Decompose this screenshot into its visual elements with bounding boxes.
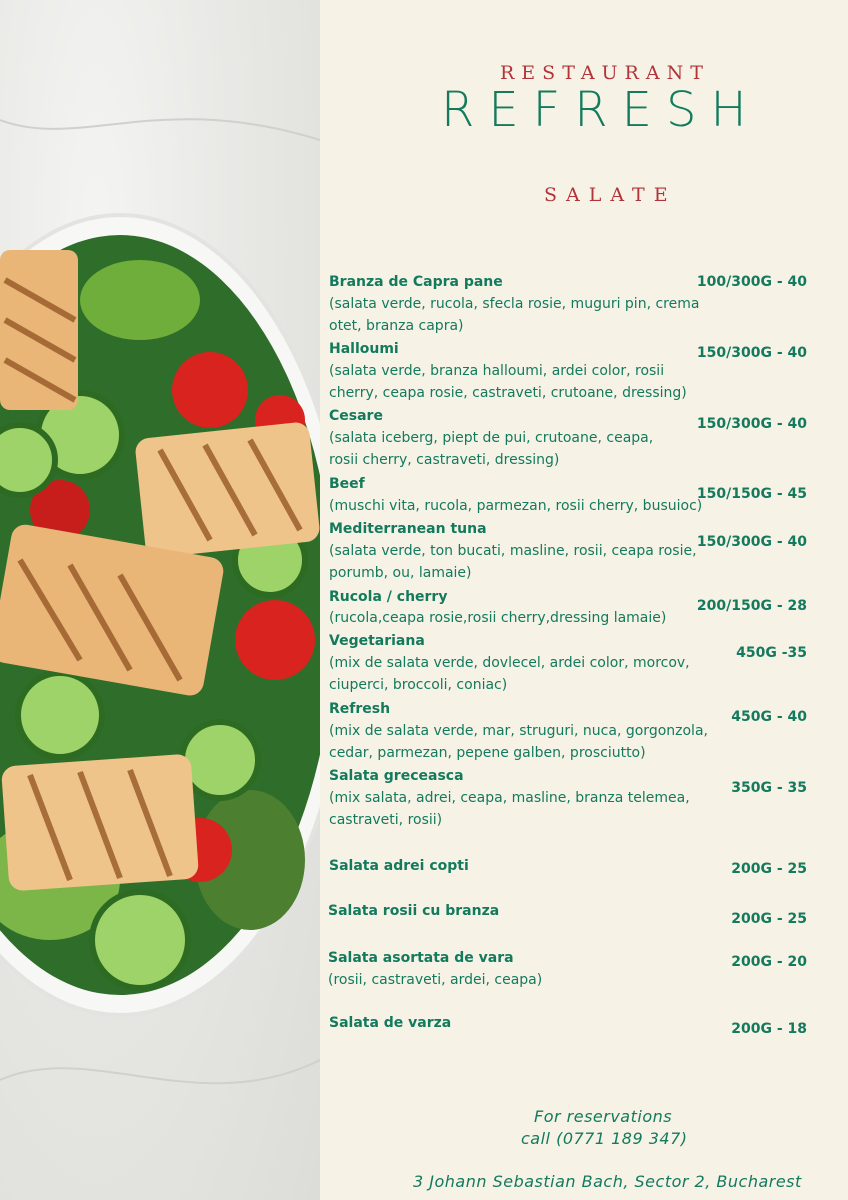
item-desc: otet, branza capra) bbox=[329, 318, 464, 334]
item-desc: (salata verde, branza halloumi, ardei color, rosii bbox=[329, 363, 665, 379]
item-desc: (salata verde, rucola, sfecla rosie, muguri pin, crema bbox=[329, 296, 700, 312]
salad-photo bbox=[0, 0, 320, 1200]
item-desc: (rucola,ceapa rosie,rosii cherry,dressing lamaie) bbox=[329, 610, 667, 626]
item-name: Rucola / cherry bbox=[329, 589, 448, 605]
item-desc: (mix salata, adrei, ceapa, masline, branza telemea, bbox=[329, 790, 690, 806]
item-price: 200G - 20 bbox=[731, 954, 807, 970]
item-price: 200G - 18 bbox=[731, 1021, 807, 1037]
restaurant-name: REFRESH bbox=[441, 82, 761, 138]
item-name: Salata de varza bbox=[329, 1015, 452, 1031]
item-price: 200/150G - 28 bbox=[696, 598, 807, 614]
address: 3 Johann Sebastian Bach, Sector 2, Bucharest bbox=[413, 1172, 802, 1191]
item-desc: (muschi vita, rucola, parmezan, rosii cherry, busuioc) bbox=[329, 498, 703, 514]
item-desc: (salata verde, ton bucati, masline, rosii, ceapa rosie, bbox=[329, 543, 697, 559]
item-name: Cesare bbox=[329, 408, 383, 424]
item-price: 150/300G - 40 bbox=[696, 345, 807, 361]
item-name: Vegetariana bbox=[329, 633, 425, 649]
section-title: SALATE bbox=[544, 184, 677, 206]
item-name: Refresh bbox=[329, 701, 391, 717]
item-desc: cherry, ceapa rosie, castraveti, crutoane, dressing) bbox=[329, 385, 687, 401]
item-desc: ciuperci, broccoli, coniac) bbox=[329, 677, 508, 693]
item-price: 150/300G - 40 bbox=[696, 416, 807, 432]
item-price: 450G - 40 bbox=[731, 709, 807, 725]
item-name: Beef bbox=[329, 476, 365, 492]
item-desc: cedar, parmezan, pepene galben, prosciutto) bbox=[329, 745, 646, 761]
reservations-label: For reservations bbox=[534, 1107, 673, 1126]
item-desc: (mix de salata verde, mar, struguri, nuca, gorgonzola, bbox=[329, 723, 708, 739]
item-price: 350G - 35 bbox=[731, 780, 807, 796]
item-price: 200G - 25 bbox=[731, 911, 807, 927]
item-price: 150/150G - 45 bbox=[696, 486, 807, 502]
item-name: Branza de Capra pane bbox=[329, 274, 503, 290]
item-price: 200G - 25 bbox=[731, 861, 807, 877]
item-price: 150/300G - 40 bbox=[696, 534, 807, 550]
item-price: 450G -35 bbox=[736, 645, 807, 661]
item-desc: porumb, ou, lamaie) bbox=[329, 565, 472, 581]
item-price: 100/300G - 40 bbox=[696, 274, 807, 290]
item-name: Salata greceasca bbox=[329, 768, 464, 784]
item-name: Salata asortata de vara bbox=[328, 950, 514, 966]
item-desc: castraveti, rosii) bbox=[329, 812, 443, 828]
item-name: Salata rosii cu branza bbox=[328, 903, 500, 919]
item-desc: (salata iceberg, piept de pui, crutoane, ceapa, bbox=[329, 430, 654, 446]
restaurant-label: RESTAURANT bbox=[500, 62, 710, 84]
item-name: Salata adrei copti bbox=[329, 858, 469, 874]
item-desc: rosii cherry, castraveti, dressing) bbox=[329, 452, 560, 468]
reservations-phone: call (0771 189 347) bbox=[521, 1129, 688, 1148]
item-desc: (mix de salata verde, dovlecel, ardei color, morcov, bbox=[329, 655, 690, 671]
item-name: Mediterranean tuna bbox=[329, 521, 487, 537]
item-desc: (rosii, castraveti, ardei, ceapa) bbox=[328, 972, 543, 988]
item-name: Halloumi bbox=[329, 341, 399, 357]
